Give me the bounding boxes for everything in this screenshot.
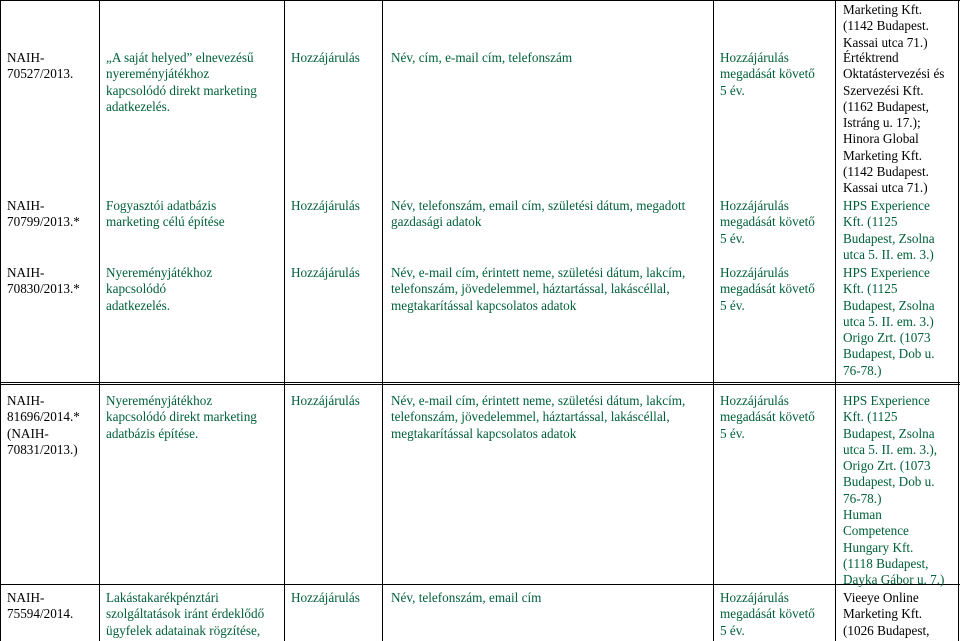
processing-purpose: „A saját helyed” elnevezésű nyereményjátékhoz kapcsolódó direkt marketing adatkezelés.: [106, 50, 257, 114]
processor: HPS Experience Kft. (1125 Budapest, Zsolna utca 5. II. em. 3.) Origo Zrt. (1073 Budapest, Dob u. 76-78.): [843, 265, 935, 378]
column-divider: [284, 0, 285, 641]
processor: Értéktrend Oktatástervezési és Szervezési Kft. (1162 Budapest, Istráng u. 17.); Hinora Global Marketing Kft. (1142 Budapest. Kassai utca 71.): [843, 50, 945, 196]
data-scope: Név, cím, e-mail cím, telefonszám: [391, 50, 573, 65]
registration-id: NAIH- 70527/2013.: [7, 50, 74, 82]
column-divider: [99, 0, 100, 641]
column-divider: [382, 0, 383, 641]
table-border-top: [0, 0, 960, 1]
column-divider: [713, 0, 714, 641]
retention-duration: Hozzájárulás megadását követő 5 év.: [720, 50, 815, 98]
retention-duration: Hozzájárulás megadását követő 5 év.: [720, 590, 815, 638]
processing-purpose: Lakástakarékpénztári szolgáltatások iránt érdeklődő ügyfelek adatainak rögzítése,: [106, 590, 265, 638]
processing-purpose: Nyereményjátékhoz kapcsolódó adatkezelés.: [106, 265, 213, 313]
row-divider: [0, 584, 960, 585]
retention-duration: Hozzájárulás megadását követő 5 év.: [720, 198, 815, 246]
column-divider: [958, 0, 959, 641]
data-scope: Név, e-mail cím, érintett neme, születési dátum, lakcím, telefonszám, jövedelemmel, háztartással, lakáscéllal, megtakarítással kapcsolatos adatok: [391, 265, 686, 313]
legal-basis: Hozzájárulás: [291, 265, 360, 280]
legal-basis: Hozzájárulás: [291, 50, 360, 65]
data-scope: Név, telefonszám, email cím: [391, 590, 542, 605]
retention-duration: Hozzájárulás megadását követő 5 év.: [720, 265, 815, 313]
registration-id: NAIH- 75594/2014.: [7, 590, 74, 622]
processing-purpose: Fogyasztói adatbázis marketing célú építése: [106, 198, 225, 230]
registration-id: NAIH- 70799/2013.*: [7, 198, 80, 230]
data-scope: Név, e-mail cím, érintett neme, születési dátum, lakcím, telefonszám, jövedelemmel, háztartással, lakáscéllal, megtakarítással kapcsolatos adatok: [391, 393, 686, 441]
row-divider: [0, 382, 960, 383]
processor: HPS Experience Kft. (1125 Budapest, Zsolna utca 5. II. em. 3.), Origo Zrt. (1073 Budapest, Dob u. 76-78.) Human Competence Hungary Kft. (1118 Budapest, Dayka Gábor u. 7.): [843, 393, 945, 588]
column-divider: [0, 0, 1, 641]
registration-id: NAIH- 81696/2014.* (NAIH- 70831/2013.): [7, 393, 80, 457]
legal-basis: Hozzájárulás: [291, 393, 360, 408]
retention-duration: Hozzájárulás megadását követő 5 év.: [720, 393, 815, 441]
processing-purpose: Nyereményjátékhoz kapcsolódó direkt marketing adatbázis építése.: [106, 393, 257, 441]
processor-continued: Marketing Kft. (1142 Budapest. Kassai utca 71.): [843, 2, 929, 50]
column-divider: [835, 0, 836, 641]
row-divider: [0, 384, 960, 385]
legal-basis: Hozzájárulás: [291, 198, 360, 213]
data-scope: Név, telefonszám, email cím, születési dátum, megadott gazdasági adatok: [391, 198, 686, 230]
processor: Vieeye Online Marketing Kft. (1026 Budapest,: [843, 590, 930, 638]
legal-basis: Hozzájárulás: [291, 590, 360, 605]
processor: HPS Experience Kft. (1125 Budapest, Zsolna utca 5. II. em. 3.): [843, 198, 935, 262]
registration-id: NAIH- 70830/2013.*: [7, 265, 80, 297]
